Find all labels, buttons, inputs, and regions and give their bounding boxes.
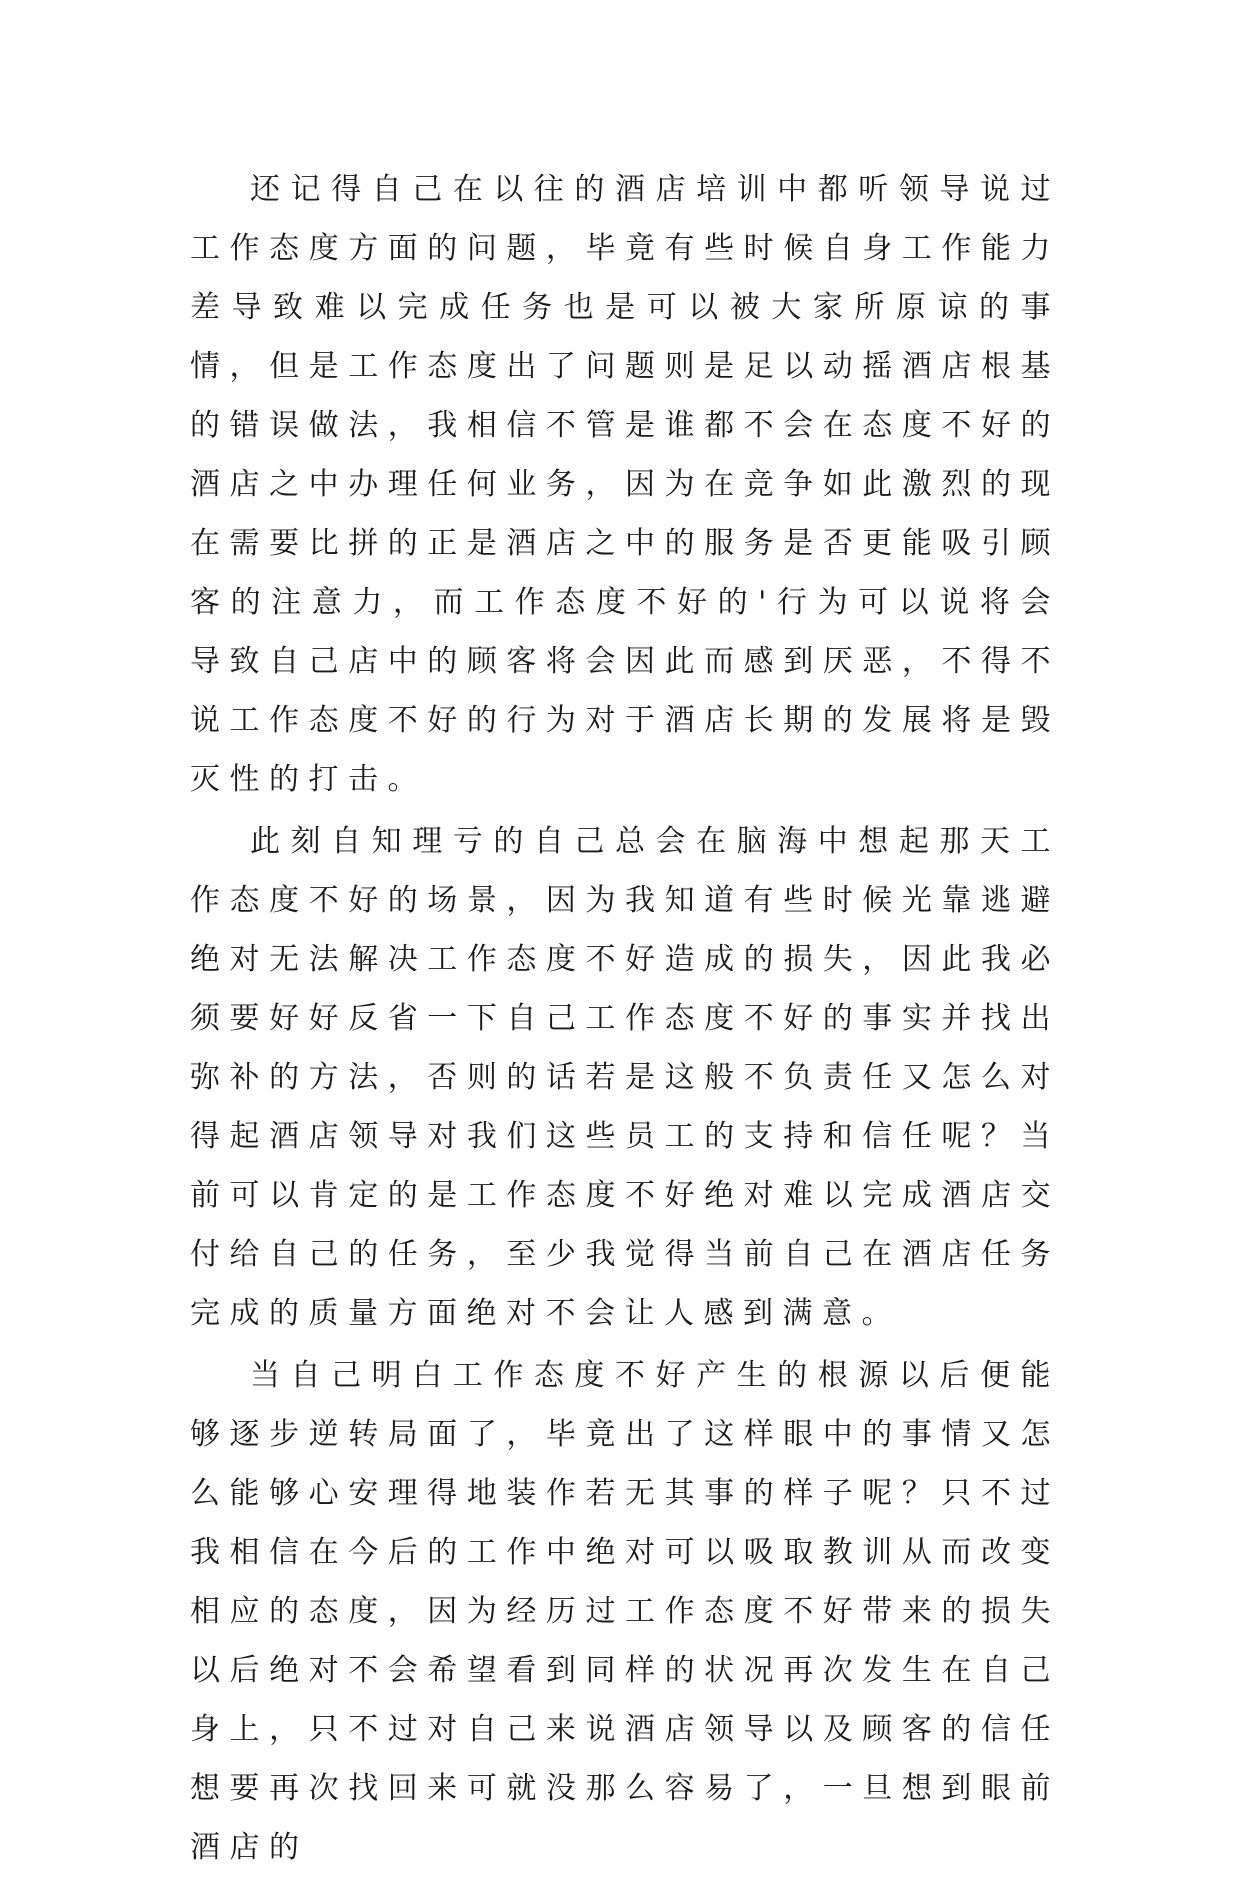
document-body bbox=[190, 160, 1060, 1880]
paragraph-2: 此刻自知理亏的自己总会在脑海中想起那天工作态度不好的场景，因为我知道有些时候光靠逃避绝对无法解决工作态度不好造成的损失，因此我必须要好好反省一下自己工作态度不好的事实并找出弥补的方法，否则的话若是这般不负责任又怎么对得起酒店领导对我们这些员工的支持和信任呢？当前可以肯定的是工作态度不好绝对难以完成酒店交付给自己的任务，至少我觉得当前自己在酒店任务完成的质量方面绝对不会让人感到满意。 bbox=[190, 824, 1060, 1331]
paragraph-1: 还记得自己在以往的酒店培训中都听领导说过工作态度方面的问题，毕竟有些时候自身工作能力差导致难以完成任务也是可以被大家所原谅的事情，但是工作态度出了问题则是足以动摇酒店根基的错误做法，我相信不管是谁都不会在态度不好的酒店之中办理任何业务，因为在竞争如此激烈的现在需要比拼的正是酒店之中的服务是否更能吸引顾客的注意力，而工作态度不好的'行为可以说将会导致自己店中的顾客将会因此而感到厌恶，不得不说工作态度不好的行为对于酒店长期的发展将是毁灭性的打击。 bbox=[190, 172, 1060, 797]
paragraph-3: 当自己明白工作态度不好产生的根源以后便能够逐步逆转局面了，毕竟出了这样眼中的事情又怎么能够心安理得地装作若无其事的样子呢？只不过我相信在今后的工作中绝对可以吸取教训从而改变相应的态度，因为经历过工作态度不好带来的损失以后绝对不会希望看到同样的状况再次发生在自己身上，只不过对自己来说酒店领导以及顾客的信任想要再次找回来可就没那么容易了，一旦想到眼前酒店的 bbox=[190, 1358, 1060, 1865]
